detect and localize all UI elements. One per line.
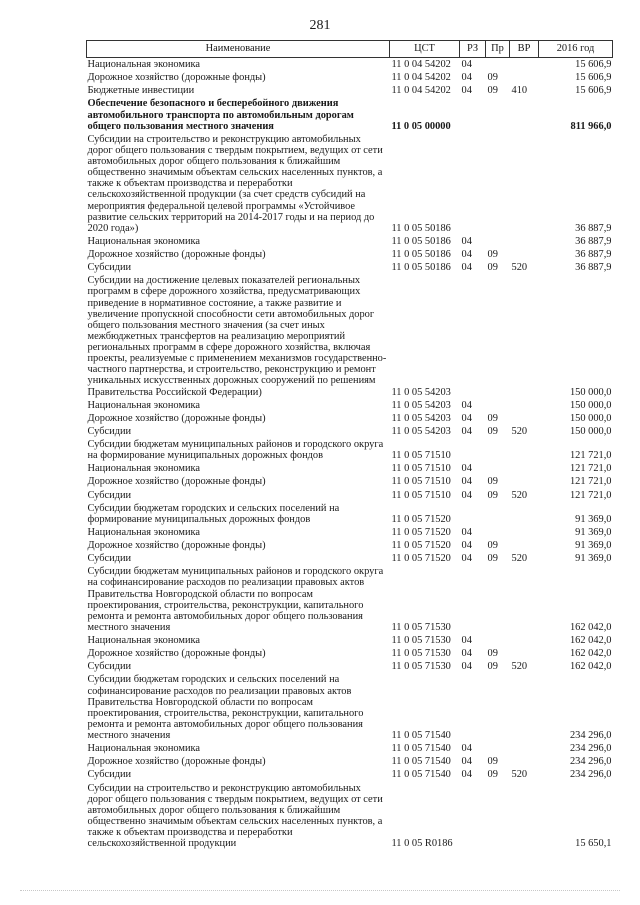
table-body <box>87 58 613 851</box>
cell-vr <box>510 634 539 647</box>
cell-vr <box>510 235 539 248</box>
cell-cst: 11 0 05 54203 <box>391 386 451 398</box>
cell-rz: 04 <box>461 743 472 755</box>
cell-rz: 04 <box>461 648 472 660</box>
cell-pr <box>486 235 510 248</box>
cell-pr <box>486 274 510 398</box>
cell-sum: 150 000,0 <box>569 425 612 437</box>
cell-cst: 11 0 05 71530 <box>391 635 451 646</box>
cell-sum: 162 042,0 <box>569 621 612 633</box>
cell-cst: 11 0 04 54202 <box>391 59 451 70</box>
cell-vr <box>510 438 539 462</box>
cell-name: Национальная экономика <box>87 743 201 755</box>
cell-pr: 09 <box>487 769 498 781</box>
cell-pr <box>486 634 510 647</box>
cell-rz: 04 <box>461 756 472 768</box>
cell-pr: 09 <box>487 553 498 565</box>
cell-cst: 11 0 05 50186 <box>391 262 451 274</box>
table-row <box>87 235 613 248</box>
cell-name: Субсидии на строительство и реконструкцию автомобильных дорог общего пользования с твердым покрытием, ведущих от сети автомобильных дорог общего пользования к ближайшим общественно значимым объектам сельских населенных пунктов, а также к объектам производства и переработки сельскохозяйственной продукции (за счет средств субсидий на мероприятия федеральной целевой программы «Устойчивое развитие сельских территорий на 2014-2017 годы и на период до 2020 года») <box>87 133 383 234</box>
cell-pr <box>486 502 510 526</box>
cell-name: Дорожное хозяйство (дорожные фонды) <box>87 540 266 551</box>
cell-sum: 150 000,0 <box>569 399 612 411</box>
table-row <box>87 755 613 768</box>
cell-sum: 234 296,0 <box>569 730 612 741</box>
cell-sum: 15 650,1 <box>575 838 612 850</box>
table-row <box>87 647 613 660</box>
cell-sum: 91 369,0 <box>575 553 612 565</box>
cell-sum: 121 721,0 <box>569 450 612 462</box>
cell-sum: 121 721,0 <box>569 463 612 475</box>
cell-sum: 36 887,9 <box>575 249 612 260</box>
cell-rz: 04 <box>461 425 472 437</box>
table-row <box>87 97 613 132</box>
table-row <box>87 133 613 235</box>
cell-pr <box>486 438 510 462</box>
cell-vr <box>510 647 539 660</box>
cell-sum: 234 296,0 <box>569 756 612 768</box>
cell-pr: 09 <box>487 661 498 673</box>
cell-name: Субсидии на достижение целевых показателей региональных программ в сфере дорожного хозяйства, предусматривающих приведение в нормативное состояние, а также развитие и увеличение пропускной способности сети автомобильных дорог общего пользования местного значения (за счет иных межбюджетных трансфертов на реализацию мероприятий региональных программ в сфере дорожного хозяйства, включая проекты, реализуемые с применением механизмов государственно-частного партнерства, и строительство, реконструкцию и ремонт уникальных искусственных дорожных сооружений по решениям Правительства Российской Федерации) <box>87 275 387 398</box>
cell-name: Субсидии <box>87 661 132 673</box>
cell-vr <box>510 133 539 235</box>
cell-vr <box>510 565 539 634</box>
cell-name: Субсидии <box>87 769 132 781</box>
cell-rz: 04 <box>461 235 472 247</box>
cell-vr <box>510 399 539 412</box>
cell-vr: 520 <box>511 769 528 781</box>
column-header-sum: 2016 год <box>539 41 613 58</box>
cell-name: Дорожное хозяйство (дорожные фонды) <box>87 249 266 260</box>
cell-sum: 15 606,9 <box>575 72 612 84</box>
cell-vr <box>510 412 539 425</box>
cell-vr <box>510 248 539 261</box>
cell-cst: 11 0 05 71510 <box>391 463 451 475</box>
cell-pr <box>486 565 510 634</box>
cell-sum: 91 369,0 <box>575 540 612 551</box>
cell-pr <box>486 526 510 539</box>
cell-sum: 150 000,0 <box>569 412 612 424</box>
cell-sum: 91 369,0 <box>575 526 612 538</box>
table-row <box>87 71 613 84</box>
cell-vr <box>510 58 539 72</box>
cell-pr <box>486 462 510 475</box>
cell-cst: 11 0 05 50186 <box>391 222 451 234</box>
cell-sum: 162 042,0 <box>569 661 612 673</box>
column-header-vr: ВР <box>510 41 539 58</box>
table-row <box>87 438 613 462</box>
cell-sum: 162 042,0 <box>569 648 612 660</box>
cell-pr <box>486 673 510 742</box>
table-row <box>87 565 613 634</box>
table-row <box>87 660 613 673</box>
cell-cst: 11 0 05 R0186 <box>391 838 453 850</box>
table-row <box>87 634 613 647</box>
table-row <box>87 399 613 412</box>
cell-pr: 09 <box>487 412 498 424</box>
cell-vr: 520 <box>511 661 528 673</box>
cell-rz <box>460 97 486 132</box>
cell-sum: 36 887,9 <box>575 235 612 247</box>
table-row <box>87 274 613 398</box>
table-row <box>87 768 613 781</box>
cell-rz: 04 <box>461 412 472 424</box>
cell-pr: 09 <box>487 85 498 97</box>
cell-name: Субсидии <box>87 425 132 437</box>
cell-rz: 04 <box>461 463 472 475</box>
column-header-cst: ЦСТ <box>390 41 460 58</box>
table-row <box>87 526 613 539</box>
cell-rz <box>460 502 486 526</box>
cell-cst: 11 0 05 71530 <box>391 661 451 673</box>
table-row <box>87 502 613 526</box>
cell-vr: 520 <box>511 262 528 274</box>
cell-name: Национальная экономика <box>87 635 201 646</box>
cell-rz <box>460 133 486 235</box>
cell-sum: 234 296,0 <box>569 743 612 755</box>
cell-pr: 09 <box>487 476 498 488</box>
cell-name: Субсидии бюджетам городских и сельских поселений на софинансирование расходов по реализации правовых актов Правительства Новгородской области по вопросам проектирования, строительства, реконструкции, капитального ремонта и ремонта автомобильных дорог общего пользования местного значения <box>87 674 364 741</box>
cell-pr: 09 <box>487 249 498 260</box>
cell-vr <box>510 539 539 552</box>
cell-sum: 121 721,0 <box>569 489 612 501</box>
column-header-pr: Пр <box>486 41 510 58</box>
table-row <box>87 84 613 97</box>
cell-cst: 11 0 04 54202 <box>391 72 451 84</box>
cell-sum: 91 369,0 <box>575 513 612 525</box>
cell-name: Дорожное хозяйство (дорожные фонды) <box>87 648 266 660</box>
cell-vr <box>510 71 539 84</box>
cell-name: Субсидии бюджетам муниципальных районов и городского округа на софинансирование расходов по реализации правовых актов Правительства Новгородской области по вопросам проектирования, строительства, реконструкции, капитального ремонта и ремонта автомобильных дорог общего пользования местного значения <box>87 566 384 633</box>
cell-vr: 520 <box>511 553 528 565</box>
cell-cst: 11 0 05 71540 <box>391 743 451 755</box>
cell-pr <box>486 97 510 132</box>
cell-name: Национальная экономика <box>87 59 201 70</box>
cell-rz: 04 <box>461 85 472 97</box>
cell-rz: 04 <box>461 476 472 488</box>
cell-pr: 09 <box>487 756 498 768</box>
cell-vr <box>510 502 539 526</box>
cell-sum: 36 887,9 <box>575 222 612 234</box>
scan-noise-line <box>20 890 620 891</box>
cell-rz: 04 <box>461 526 472 538</box>
cell-cst: 11 0 05 71520 <box>391 553 451 565</box>
cell-cst: 11 0 05 50186 <box>391 235 451 247</box>
cell-name: Дорожное хозяйство (дорожные фонды) <box>87 412 266 424</box>
cell-name: Субсидии на строительство и реконструкцию автомобильных дорог общего пользования с твердым покрытием, ведущих от сети автомобильных дорог общего пользования к ближайшим общественно значимым объектам сельских населенных пунктов, а также к объектам производства и переработки сельскохозяйственной продукции <box>87 782 383 850</box>
cell-name: Дорожное хозяйство (дорожные фонды) <box>87 72 266 84</box>
cell-vr <box>510 782 539 851</box>
cell-vr: 410 <box>511 85 528 97</box>
cell-name: Субсидии <box>87 262 132 274</box>
cell-sum: 121 721,0 <box>569 476 612 488</box>
cell-name: Обеспечение безопасного и бесперебойного движения автомобильного транспорта по автомобильным дорогам общего пользования местного значения <box>87 98 354 132</box>
column-header-name: Наименование <box>87 41 390 58</box>
cell-pr <box>486 782 510 851</box>
table-row <box>87 782 613 851</box>
cell-vr: 520 <box>511 425 528 437</box>
cell-vr <box>510 462 539 475</box>
table-row <box>87 248 613 261</box>
table-row <box>87 58 613 72</box>
cell-cst: 11 0 05 54203 <box>391 425 451 437</box>
cell-rz: 04 <box>461 553 472 565</box>
cell-rz: 04 <box>461 769 472 781</box>
cell-pr: 09 <box>487 72 498 84</box>
cell-sum: 15 606,9 <box>575 59 612 70</box>
cell-cst: 11 0 05 71530 <box>391 648 451 660</box>
cell-rz <box>460 565 486 634</box>
cell-sum: 234 296,0 <box>569 769 612 781</box>
cell-pr: 09 <box>487 262 498 274</box>
cell-pr <box>486 399 510 412</box>
cell-cst: 11 0 05 50186 <box>391 249 451 260</box>
cell-cst: 11 0 05 71540 <box>391 730 451 741</box>
table-row <box>87 425 613 438</box>
cell-cst: 11 0 05 71520 <box>391 513 451 525</box>
cell-vr <box>510 475 539 488</box>
cell-name: Национальная экономика <box>87 463 201 475</box>
cell-rz: 04 <box>461 249 472 260</box>
cell-rz: 04 <box>461 262 472 274</box>
page-number: 281 <box>309 18 331 33</box>
table-row <box>87 552 613 565</box>
cell-rz: 04 <box>461 399 472 411</box>
cell-vr <box>510 755 539 768</box>
cell-sum: 162 042,0 <box>569 635 612 646</box>
cell-pr <box>486 742 510 755</box>
cell-rz: 04 <box>461 489 472 501</box>
cell-pr <box>486 133 510 235</box>
cell-vr <box>510 673 539 742</box>
cell-name: Бюджетные инвестиции <box>87 85 195 97</box>
cell-name: Субсидии <box>87 553 132 565</box>
table-row <box>87 742 613 755</box>
cell-rz: 04 <box>461 72 472 84</box>
cell-vr: 520 <box>511 489 528 501</box>
cell-name: Дорожное хозяйство (дорожные фонды) <box>87 476 266 488</box>
cell-cst: 11 0 04 54202 <box>391 85 451 97</box>
cell-vr <box>510 97 539 132</box>
cell-cst: 11 0 05 71530 <box>391 621 451 633</box>
cell-pr: 09 <box>487 489 498 501</box>
cell-rz: 04 <box>461 59 472 70</box>
column-header-rz: РЗ <box>460 41 486 58</box>
budget-table <box>86 40 613 850</box>
cell-name: Национальная экономика <box>87 399 201 411</box>
cell-vr <box>510 526 539 539</box>
table-row <box>87 673 613 742</box>
cell-cst: 11 0 05 71520 <box>391 540 451 551</box>
cell-name: Национальная экономика <box>87 235 201 247</box>
cell-name: Субсидии бюджетам городских и сельских поселений на формирование муниципальных дорожных фондов <box>87 502 340 525</box>
cell-cst: 11 0 05 71540 <box>391 756 451 768</box>
cell-sum: 36 887,9 <box>575 262 612 274</box>
cell-name: Субсидии бюджетам муниципальных районов и городского округа на формирование муниципальных дорожных фондов <box>87 439 384 462</box>
cell-rz <box>460 274 486 398</box>
cell-rz <box>460 782 486 851</box>
cell-cst: 11 0 05 54203 <box>391 412 451 424</box>
cell-sum: 811 966,0 <box>570 120 612 132</box>
cell-cst: 11 0 05 71540 <box>391 769 451 781</box>
cell-name: Национальная экономика <box>87 526 201 538</box>
cell-cst: 11 0 05 71510 <box>391 489 451 501</box>
table-row <box>87 462 613 475</box>
table-row <box>87 489 613 502</box>
cell-cst: 11 0 05 71510 <box>391 450 451 462</box>
cell-name: Субсидии <box>87 489 132 501</box>
cell-name: Дорожное хозяйство (дорожные фонды) <box>87 756 266 768</box>
cell-sum: 150 000,0 <box>569 386 612 398</box>
cell-rz <box>460 673 486 742</box>
table-row <box>87 412 613 425</box>
cell-rz: 04 <box>461 540 472 551</box>
cell-pr: 09 <box>487 540 498 551</box>
cell-pr: 09 <box>487 425 498 437</box>
cell-rz <box>460 438 486 462</box>
table-row <box>87 261 613 274</box>
table-header-row <box>87 41 613 58</box>
table-row <box>87 475 613 488</box>
cell-cst: 11 0 05 54203 <box>391 399 451 411</box>
cell-sum: 15 606,9 <box>575 85 612 97</box>
cell-cst: 11 0 05 71510 <box>391 476 451 488</box>
cell-rz: 04 <box>461 635 472 646</box>
cell-vr <box>510 742 539 755</box>
cell-cst: 11 0 05 00000 <box>391 120 451 132</box>
cell-rz: 04 <box>461 661 472 673</box>
table-row <box>87 539 613 552</box>
cell-cst: 11 0 05 71520 <box>391 526 451 538</box>
cell-vr <box>510 274 539 398</box>
cell-pr: 09 <box>487 648 498 660</box>
cell-pr <box>486 58 510 72</box>
